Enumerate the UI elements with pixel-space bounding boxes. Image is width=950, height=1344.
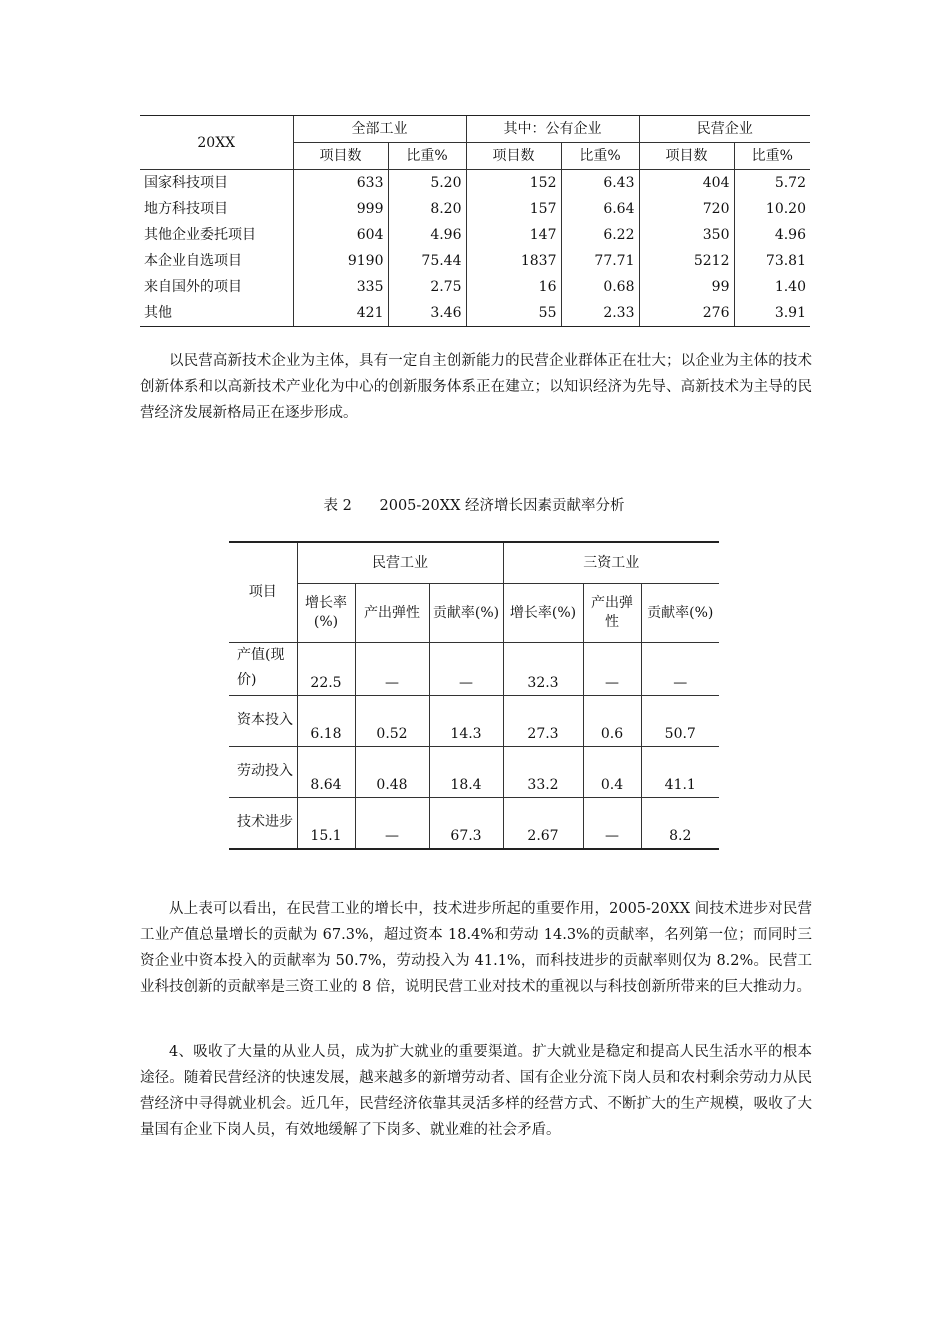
- cell: 18.4: [429, 747, 503, 798]
- cell: 1.40: [734, 274, 810, 300]
- table-row: [229, 696, 719, 747]
- cell: 75.44: [388, 248, 466, 274]
- paragraph-2: [140, 896, 812, 1000]
- table-row: [229, 643, 719, 696]
- cell: 10.20: [734, 196, 810, 222]
- cell: 99: [639, 274, 734, 300]
- cell: 720: [639, 196, 734, 222]
- cell: —: [355, 798, 429, 850]
- cell: 604: [293, 222, 388, 248]
- table-2-subheader: 增长率(%): [503, 584, 583, 643]
- cell: 32.3: [503, 643, 583, 696]
- cell: 6.64: [561, 196, 639, 222]
- cell: 16: [466, 274, 561, 300]
- cell: 50.7: [641, 696, 719, 747]
- table-2-subheader: 贡献率(%): [641, 584, 719, 643]
- cell: 41.1: [641, 747, 719, 798]
- paragraph-1: [140, 348, 812, 426]
- cell: —: [641, 643, 719, 696]
- cell: 8.2: [641, 798, 719, 850]
- cell: 152: [466, 170, 561, 197]
- table-row: [140, 300, 810, 327]
- row-label: 地方科技项目: [144, 201, 228, 217]
- table-1-subheader: 项目数: [466, 143, 561, 170]
- table-1: [140, 115, 810, 327]
- cell: 404: [639, 170, 734, 197]
- cell: 147: [466, 222, 561, 248]
- cell: 6.18: [297, 696, 355, 747]
- table-1-subheader: 比重%: [734, 143, 810, 170]
- cell: 6.22: [561, 222, 639, 248]
- table-row: [229, 798, 719, 850]
- cell: 3.46: [388, 300, 466, 327]
- table-1-group: 全部工业: [293, 116, 466, 143]
- cell: —: [355, 643, 429, 696]
- cell: 421: [293, 300, 388, 327]
- table-2-subheader: 产出弹性: [583, 584, 641, 643]
- cell: 5.20: [388, 170, 466, 197]
- table-row: [140, 248, 810, 274]
- cell: 0.4: [583, 747, 641, 798]
- cell: 276: [639, 300, 734, 327]
- table-2: [229, 541, 719, 850]
- table-row: [140, 274, 810, 300]
- cell: 1837: [466, 248, 561, 274]
- table-1-subheader: 项目数: [293, 143, 388, 170]
- row-label: 国家科技项目: [144, 175, 228, 191]
- paragraph-2-text: 从上表可以看出，在民营工业的增长中，技术进步所起的重要作用，2005-20XX 间技术进步对民营工业产值总量增长的贡献为 67.3%，超过资本 18.4%和劳动 14.3%的贡献率，名列第一位；而同时三资企业中资本投入的贡献率为 50.7%，劳动投入为 41.1%，而科技进步的贡献率则仅为 8.2%。民营工业科技创新的贡献率是三资工业的 8 倍，说明民营工业对技术的重视以与科技创新所带来的巨大推动力。: [140, 901, 812, 995]
- cell: 55: [466, 300, 561, 327]
- cell: 8.20: [388, 196, 466, 222]
- cell: 5.72: [734, 170, 810, 197]
- cell: 9190: [293, 248, 388, 274]
- cell: 73.81: [734, 248, 810, 274]
- table-2-group: 三资工业: [503, 542, 719, 584]
- row-label: 技术进步: [229, 798, 297, 850]
- table-row: [140, 196, 810, 222]
- cell: 335: [293, 274, 388, 300]
- cell: 5212: [639, 248, 734, 274]
- row-label: 来自国外的项目: [144, 279, 242, 295]
- cell: 6.43: [561, 170, 639, 197]
- cell: —: [583, 643, 641, 696]
- cell: 0.52: [355, 696, 429, 747]
- cell: 0.68: [561, 274, 639, 300]
- cell: 350: [639, 222, 734, 248]
- table-2-subheader: 增长率(%): [297, 584, 355, 643]
- table-1-corner: 20XX: [140, 116, 293, 170]
- cell: —: [583, 798, 641, 850]
- cell: 77.71: [561, 248, 639, 274]
- cell: 0.6: [583, 696, 641, 747]
- cell: 633: [293, 170, 388, 197]
- table-1-subheader: 比重%: [561, 143, 639, 170]
- cell: 4.96: [388, 222, 466, 248]
- cell: 2.67: [503, 798, 583, 850]
- table-1-group: 民营企业: [639, 116, 810, 143]
- row-label: 产值(现价): [229, 643, 297, 696]
- cell: 157: [466, 196, 561, 222]
- table-1-group: 其中：公有企业: [466, 116, 639, 143]
- cell: 27.3: [503, 696, 583, 747]
- table-row: [140, 222, 810, 248]
- table-2-subheader: 产出弹性: [355, 584, 429, 643]
- cell: —: [429, 643, 503, 696]
- table-2-corner: 项目: [229, 542, 297, 643]
- cell: 8.64: [297, 747, 355, 798]
- cell: 2.33: [561, 300, 639, 327]
- row-label: 其他: [140, 300, 293, 327]
- table-1-subheader: 项目数: [639, 143, 734, 170]
- table-row: [229, 747, 719, 798]
- cell: 15.1: [297, 798, 355, 850]
- cell: 33.2: [503, 747, 583, 798]
- paragraph-3: [140, 1039, 812, 1143]
- row-label: 资本投入: [229, 696, 297, 747]
- cell: 67.3: [429, 798, 503, 850]
- paragraph-1-text: 以民营高新技术企业为主体，具有一定自主创新能力的民营企业群体正在壮大；以企业为主体的技术创新体系和以高新技术产业化为中心的创新服务体系正在建立；以知识经济为先导、高新技术为主导的民营经济发展新格局正在逐步形成。: [140, 353, 812, 421]
- row-label: 劳动投入: [229, 747, 297, 798]
- table-row: [140, 170, 810, 197]
- table-2-title: 表 2 2005-20XX 经济增长因素贡献率分析: [323, 498, 625, 514]
- cell: 3.91: [734, 300, 810, 327]
- cell: 14.3: [429, 696, 503, 747]
- table-2-subheader: 贡献率(%): [429, 584, 503, 643]
- cell: 999: [293, 196, 388, 222]
- row-label: 本企业自选项目: [144, 253, 242, 269]
- cell: 0.48: [355, 747, 429, 798]
- table-2-group: 民营工业: [297, 542, 503, 584]
- cell: 22.5: [297, 643, 355, 696]
- table-1-subheader: 比重%: [388, 143, 466, 170]
- row-label: 其他企业委托项目: [144, 227, 256, 243]
- paragraph-3-text: 4、吸收了大量的从业人员，成为扩大就业的重要渠道。扩大就业是稳定和提高人民生活水平的根本途径。随着民营经济的快速发展，越来越多的新增劳动者、国有企业分流下岗人员和农村剩余劳动力从民营经济中寻得就业机会。近几年，民营经济依靠其灵活多样的经营方式、不断扩大的生产规模，吸收了大量国有企业下岗人员，有效地缓解了下岗多、就业难的社会矛盾。: [140, 1044, 812, 1138]
- cell: 2.75: [388, 274, 466, 300]
- cell: 4.96: [734, 222, 810, 248]
